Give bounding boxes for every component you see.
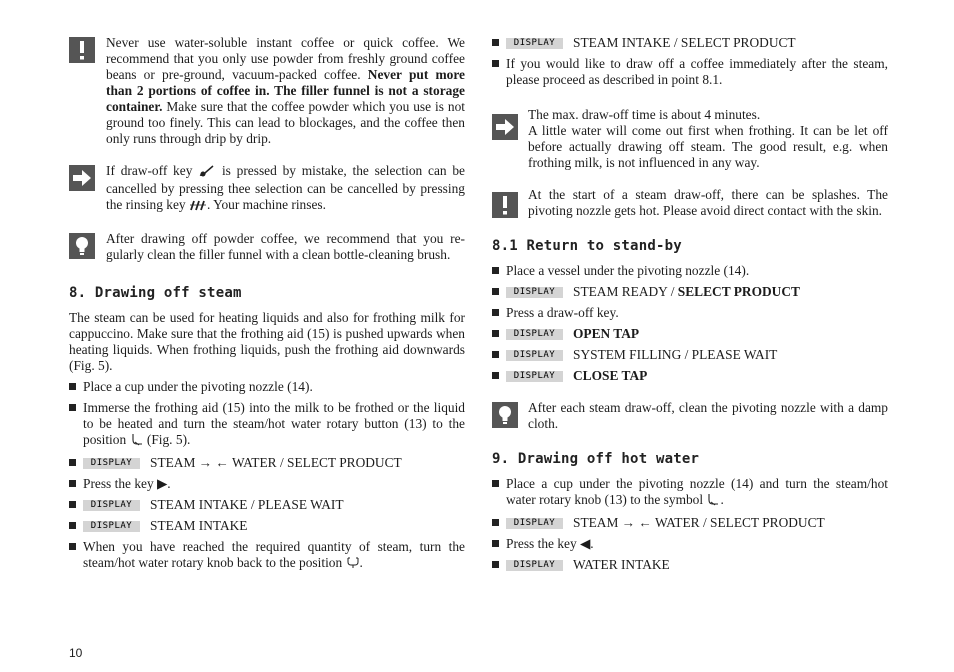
display-label: DISPLAY	[506, 329, 563, 340]
display-label: DISPLAY	[506, 287, 563, 298]
tip-note-clean-nozzle	[492, 400, 888, 432]
note-text: After each steam draw-off, clean the pivoting nozzle with a damp cloth.	[528, 400, 888, 431]
note-text: At the start of a steam draw-off, there can be splashes. The pivoting nozzle gets hot. Please avoid direct contact with the skin.	[528, 187, 888, 218]
list-item: DISPLAY SYSTEM FILLING / PLEASE WAIT	[492, 347, 888, 363]
display-label: DISPLAY	[506, 38, 563, 49]
display-label: DISPLAY	[83, 521, 140, 532]
page-number: 10	[69, 646, 83, 660]
list-item: Immerse the frothing aid (15) into the milk to be frothed or the liquid to be heated and turn the steam/hot water rotary button (13) to the position (Fig. 5).	[69, 400, 465, 450]
info-note-draw-off-time	[492, 107, 888, 171]
list-item: DISPLAY OPEN TAP	[492, 326, 888, 342]
list-item: DISPLAY STEAM INTAKE	[69, 518, 465, 534]
note-text: . Your machine rinses.	[206, 197, 326, 212]
note-text: Never use water-soluble instant coffee or quick coffee. We recommend that you only use powder from freshly ground coffee beans or pre-ground, vacuum-packed coffee.	[106, 35, 465, 82]
tip-note-filler-funnel	[69, 231, 465, 263]
list-item: DISPLAY STEAM READY / SELECT PRODUCT	[492, 284, 888, 300]
steam-symbol-icon	[130, 433, 144, 450]
hot-water-steps-list	[492, 476, 888, 573]
standby-steps-list	[492, 263, 888, 384]
right-column	[492, 35, 888, 573]
note-text: is pressed by mistake, the selection can be cancelled by pressing thee selection can be cancelled by pressing the rinsing key	[106, 163, 465, 212]
display-label: DISPLAY	[506, 350, 563, 361]
hot-water-symbol-icon	[706, 493, 720, 510]
lightbulb-icon	[492, 402, 518, 428]
arrow-right-icon	[492, 114, 518, 140]
note-text: A little water will come out first when frothing. It can be let off before actually drawing off steam. The good result, e.g. when frothing milk, is not influenced in any way.	[528, 123, 888, 170]
draw-off-key-icon	[198, 164, 216, 181]
list-item: DISPLAY WATER INTAKE	[492, 557, 888, 573]
list-item: DISPLAY STEAM → ← WATER / SELECT PRODUCT	[69, 455, 465, 471]
display-label: DISPLAY	[506, 371, 563, 382]
section-heading: 9. Drawing off hot water	[492, 451, 700, 467]
list-item: Place a vessel under the pivoting nozzle (14).	[492, 263, 888, 279]
list-item: When you have reached the required quantity of steam, turn the steam/hot water rotary knob back to the position .	[69, 539, 465, 573]
list-item: Press the key ◀.	[492, 536, 888, 552]
warning-note-splashes	[492, 187, 888, 219]
note-text: Make sure that the coffee powder which you use is not ground too finely. This can lead to blockages, and the coffee then only runs through drip by drip.	[106, 99, 465, 146]
list-item: Press a draw-off key.	[492, 305, 888, 321]
section-heading: 8.1 Return to stand-by	[492, 238, 682, 254]
display-label: DISPLAY	[83, 458, 140, 469]
note-text: After drawing off powder coffee, we recommend that you re-gularly clean the filler funnel with a clean bottle-cleaning brush.	[106, 231, 465, 262]
arrow-right-icon	[69, 165, 95, 191]
list-item: DISPLAY CLOSE TAP	[492, 368, 888, 384]
exclamation-icon	[492, 192, 518, 218]
left-column	[69, 35, 465, 573]
note-text: If draw-off key	[106, 163, 199, 178]
section-intro: The steam can be used for heating liquids and also for frothing milk for cappuccino. Make sure that the frothing aid (15) is pushed upwards when heating liquids. When frothing liquids, push the frothing aid downwards (Fig. 5).	[69, 310, 465, 373]
list-item: DISPLAY STEAM → ← WATER / SELECT PRODUCT	[492, 515, 888, 531]
rinsing-key-icon	[189, 199, 207, 215]
steam-continued-list	[492, 35, 888, 88]
exclamation-icon	[69, 37, 95, 63]
list-item: Place a cup under the pivoting nozzle (14) and turn the steam/hot water rotary knob (13) to the symbol .	[492, 476, 888, 510]
list-item: If you would like to draw off a coffee immediately after the steam, please proceed as described in point 8.1.	[492, 56, 888, 88]
info-note-draw-off	[69, 163, 465, 215]
lightbulb-icon	[69, 233, 95, 259]
section-heading: 8. Drawing off steam	[69, 285, 242, 301]
warning-note-coffee	[69, 35, 465, 147]
steam-steps-list	[69, 379, 465, 573]
off-position-icon	[346, 556, 360, 573]
display-label: DISPLAY	[506, 518, 563, 529]
list-item: DISPLAY STEAM INTAKE / SELECT PRODUCT	[492, 35, 888, 51]
list-item: Place a cup under the pivoting nozzle (14).	[69, 379, 465, 395]
note-bold-text: Never put more than 2 portions of coffee in. The filler funnel is not a storage container.	[106, 67, 465, 114]
display-label: DISPLAY	[83, 500, 140, 511]
list-item: Press the key ▶.	[69, 476, 465, 492]
list-item: DISPLAY STEAM INTAKE / PLEASE WAIT	[69, 497, 465, 513]
display-label: DISPLAY	[506, 560, 563, 571]
note-text: The max. draw-off time is about 4 minutes.	[528, 107, 761, 122]
